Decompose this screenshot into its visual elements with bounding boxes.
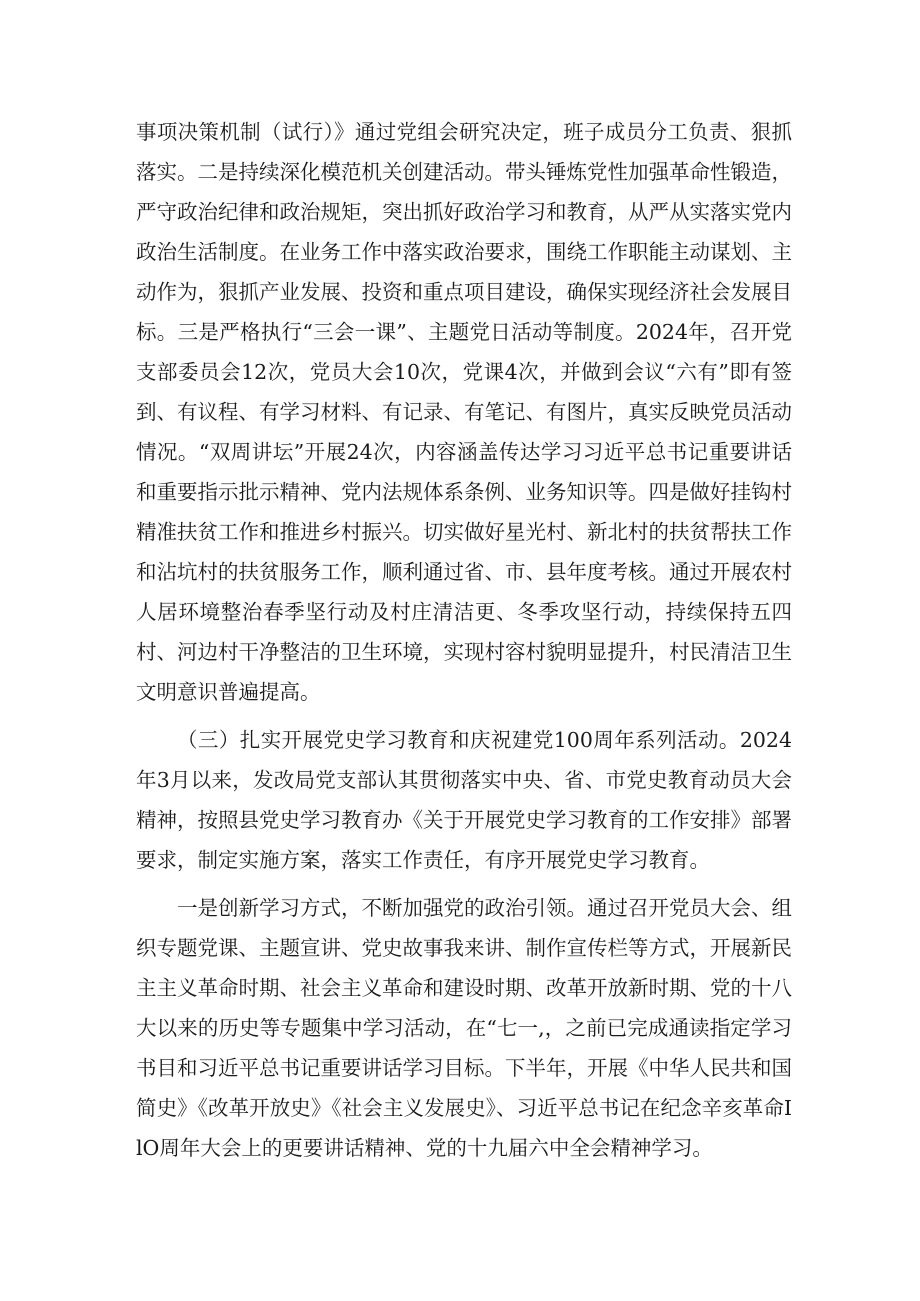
document-page <box>136 112 792 1168</box>
paragraph-party-building-practices: 事项决策机制（试行）》通过党组会研究决定，班子成员分工负责、狠抓落实。二是持续深化模范机关创建活动。带头锤炼党性加强革命性锻造，严守政治纪律和政治规矩，突出抓好政治学习和教育，从严从实落实党内政治生活制度。在业务工作中落实政治要求，围绕工作职能主动谋划、主动作为，狠抓产业发展、投资和重点项目建设，确保实现经济社会发展目标。三是严格执行“三会一课”、主题党日活动等制度。2024年，召开党支部委员会12次，党员大会10次，党课4次，并做到会议“六有”即有签到、有议程、有学习材料、有记录、有笔记、有图片，真实反映党员活动情况。“双周讲坛”开展24次，内容涵盖传达学习习近平总书记重要讲话和重要指示批示精神、党内法规体系条例、业务知识等。四是做好挂钩村精准扶贫工作和推进乡村振兴。切实做好星光村、新北村的扶贫帮扶工作和沾坑村的扶贫服务工作，顺利通过省、市、县年度考核。通过开展农村人居环境整治春季坚行动及村庄清洁更、冬季攻坚行动，持续保持五四村、河边村干净整洁的卫生环境，实现村容村貌明显提升，村民清洁卫生文明意识普遍提高。 <box>136 120 792 704</box>
paragraph-innovative-study-methods: 一是创新学习方式，不断加强党的政治引领。通过召开党员大会、组织专题党课、主题宣讲、党史故事我来讲、制作宣传栏等方式，开展新民主主义革命时期、社会主义革命和建设时期、改革开放新时期、党的十八大以来的历史等专题集中学习活动，在“七一,，之前已完成通读指定学习书目和习近平总书记重要讲话学习目标。下半年，开展《中华人民共和国简史》《改革开放史》《社会主义发展史》、习近平总书记在纪念辛亥革命IlO周年大会上的更要讲话精神、党的十九届六中全会精神学习。 <box>136 896 792 1160</box>
paragraph-party-history-education-intro: （三）扎实开展党史学习教育和庆祝建党100周年系列活动。2024年3月以来，发改局党支部认其贯彻落实中央、省、市党史教育动员大会精神，按照县党史学习教育办《关于开展党史学习教育的工作安排》部署要求，制定实施方案，落实工作责任，有序开展党史学习教育。 <box>136 728 792 872</box>
